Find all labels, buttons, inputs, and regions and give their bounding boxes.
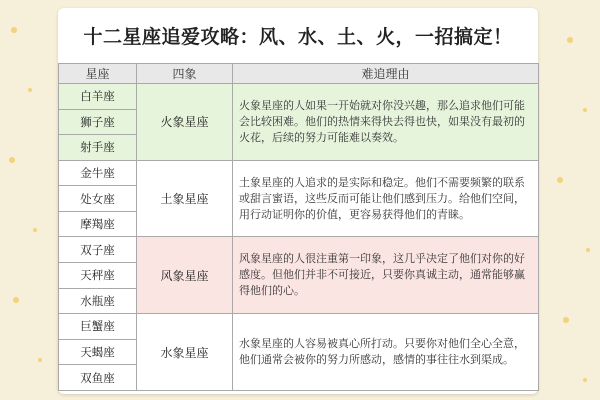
sign-cell: 天秤座 — [59, 263, 137, 289]
element-cell: 水象星座 — [137, 314, 233, 391]
content-card — [58, 8, 538, 394]
header-reason: 难追理由 — [233, 64, 539, 84]
sign-cell: 双鱼座 — [59, 365, 137, 391]
zodiac-table — [58, 63, 539, 391]
table-row — [59, 314, 539, 340]
element-cell: 风象星座 — [137, 237, 233, 314]
reason-cell: 水象星座的人容易被真心所打动。只要你对他们全心全意，他们通常会被你的努力所感动，感情的事往往水到渠成。 — [233, 314, 539, 391]
table-row — [59, 160, 539, 186]
element-cell: 土象星座 — [137, 160, 233, 237]
sign-cell: 水瓶座 — [59, 288, 137, 314]
header-sign: 星座 — [59, 64, 137, 84]
reason-cell: 火象星座的人如果一开始就对你没兴趣，那么追求他们可能会比较困难。他们的热情来得快去得也快，如果没有最初的火花，后续的努力可能难以奏效。 — [233, 84, 539, 161]
table-row — [59, 237, 539, 263]
element-cell: 火象星座 — [137, 84, 233, 161]
sign-cell: 双子座 — [59, 237, 137, 263]
table-row — [59, 84, 539, 110]
sign-cell: 巨蟹座 — [59, 314, 137, 340]
sign-cell: 金牛座 — [59, 160, 137, 186]
sign-cell: 射手座 — [59, 135, 137, 161]
sign-cell: 白羊座 — [59, 84, 137, 110]
reason-cell: 风象星座的人很注重第一印象，这几乎决定了他们对你的好感度。但他们并非不可接近，只要你真诚主动，通常能够赢得他们的心。 — [233, 237, 539, 314]
sign-cell: 摩羯座 — [59, 211, 137, 237]
table-header-row — [59, 64, 539, 84]
sign-cell: 天蝎座 — [59, 339, 137, 365]
header-element: 四象 — [137, 64, 233, 84]
sign-cell: 狮子座 — [59, 109, 137, 135]
page-title: 十二星座追爱攻略：风、水、土、火，一招搞定！ — [83, 26, 513, 48]
sign-cell: 处女座 — [59, 186, 137, 212]
reason-cell: 土象星座的人追求的是实际和稳定。他们不需要频繁的联系或甜言蜜语，这些反而可能让他们感到压力。给他们空间，用行动证明你的价值，更容易获得他们的青睐。 — [233, 160, 539, 237]
